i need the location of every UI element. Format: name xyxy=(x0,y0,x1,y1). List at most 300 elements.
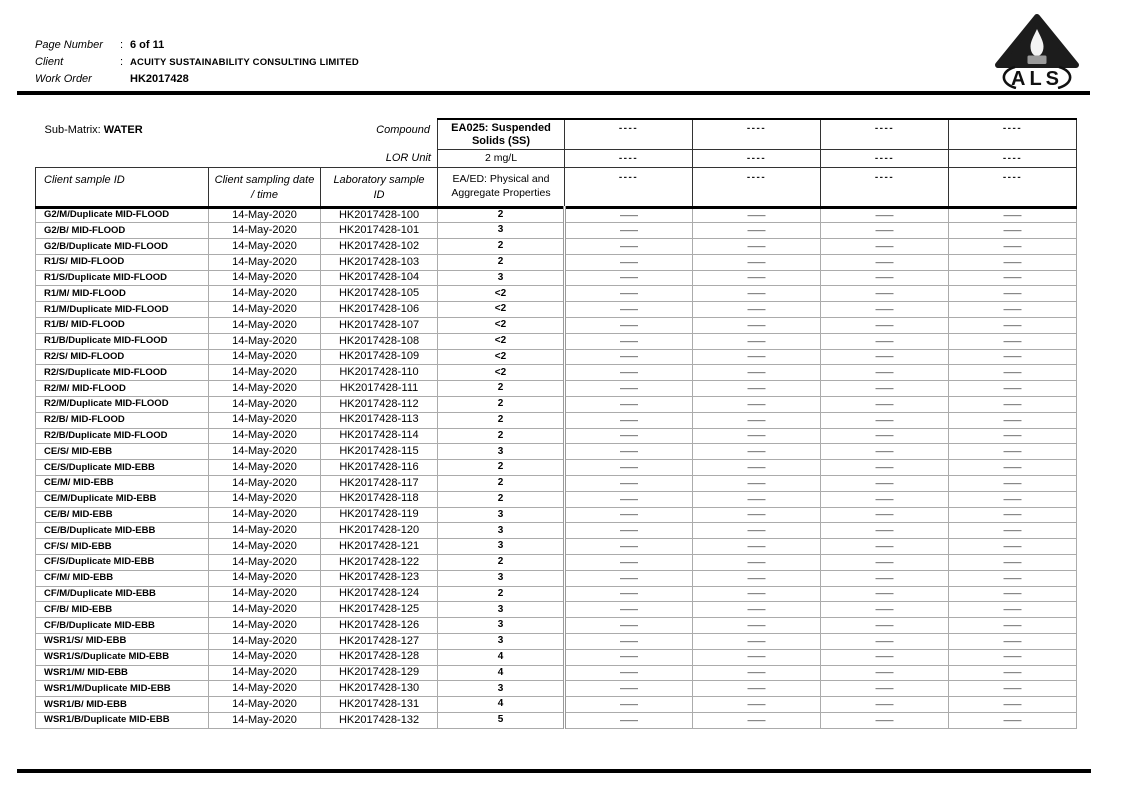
table-row xyxy=(36,318,1077,334)
placeholder-cell: —— xyxy=(821,491,949,507)
sampling-date-cell: 14-May-2020 xyxy=(209,570,321,586)
placeholder-cell: —— xyxy=(693,665,821,681)
placeholder-cell: —— xyxy=(565,207,693,223)
sampling-date-cell: 14-May-2020 xyxy=(209,618,321,634)
client-label: Client xyxy=(35,56,64,68)
placeholder-cell: —— xyxy=(693,239,821,255)
table-row xyxy=(36,697,1077,713)
placeholder-cell: —— xyxy=(949,555,1077,571)
sampling-date-cell: 14-May-2020 xyxy=(209,302,321,318)
result-value-cell: 3 xyxy=(438,523,565,539)
meta-row-page-number xyxy=(35,39,359,56)
placeholder-cell: —— xyxy=(565,397,693,413)
client-sample-id-cell: CE/M/Duplicate MID-EBB xyxy=(36,491,209,507)
lab-sample-id-cell: HK2017428-114 xyxy=(321,428,438,444)
table-row xyxy=(36,428,1077,444)
result-value-cell: 3 xyxy=(438,223,565,239)
placeholder-cell: —— xyxy=(949,570,1077,586)
result-value-cell: 2 xyxy=(438,555,565,571)
meta-row-work-order xyxy=(35,73,359,90)
result-value-cell: 2 xyxy=(438,412,565,428)
result-value-cell: 2 xyxy=(438,207,565,223)
placeholder-cell: —— xyxy=(949,602,1077,618)
result-value-cell: 2 xyxy=(438,239,565,255)
placeholder-cell: —— xyxy=(949,381,1077,397)
placeholder-cell: —— xyxy=(821,634,949,650)
lab-sample-id-cell: HK2017428-106 xyxy=(321,302,438,318)
placeholder-cell: —— xyxy=(821,586,949,602)
result-value-cell: <2 xyxy=(438,302,565,318)
placeholder-cell: —— xyxy=(693,555,821,571)
client-sample-id-cell: CF/B/Duplicate MID-EBB xyxy=(36,618,209,634)
sampling-date-cell: 14-May-2020 xyxy=(209,207,321,223)
placeholder-cell: —— xyxy=(693,697,821,713)
placeholder-cell: —— xyxy=(821,697,949,713)
table-row xyxy=(36,412,1077,428)
placeholder-cell: —— xyxy=(565,713,693,729)
client-sample-id-cell: R2/B/ MID-FLOOD xyxy=(36,412,209,428)
placeholder-cell: —— xyxy=(565,412,693,428)
placeholder-cell: —— xyxy=(949,649,1077,665)
lab-sample-id-cell: HK2017428-131 xyxy=(321,697,438,713)
placeholder-cell: —— xyxy=(821,539,949,555)
placeholder-cell: —— xyxy=(821,460,949,476)
page-meta xyxy=(35,39,359,90)
result-value-cell: 2 xyxy=(438,428,565,444)
placeholder-cell: —— xyxy=(565,634,693,650)
table-row xyxy=(36,649,1077,665)
client-sample-id-cell: CE/B/Duplicate MID-EBB xyxy=(36,523,209,539)
sampling-date-cell: 14-May-2020 xyxy=(209,555,321,571)
client-sample-id-cell: CF/S/Duplicate MID-EBB xyxy=(36,555,209,571)
placeholder-cell: —— xyxy=(821,665,949,681)
sampling-date-cell: 14-May-2020 xyxy=(209,223,321,239)
placeholder-cell: —— xyxy=(949,586,1077,602)
placeholder-cell: —— xyxy=(821,602,949,618)
placeholder-cell: —— xyxy=(693,649,821,665)
client-sample-id-cell: CF/S/ MID-EBB xyxy=(36,539,209,555)
placeholder-cell: —— xyxy=(949,333,1077,349)
result-value-cell: 5 xyxy=(438,713,565,729)
sampling-date-cell: 14-May-2020 xyxy=(209,491,321,507)
table-row xyxy=(36,333,1077,349)
table-row xyxy=(36,507,1077,523)
placeholder-cell: —— xyxy=(949,239,1077,255)
placeholder-cell: —— xyxy=(565,618,693,634)
placeholder-column-header: ---- xyxy=(821,119,949,149)
table-row xyxy=(36,239,1077,255)
lab-sample-id-cell: HK2017428-123 xyxy=(321,570,438,586)
table-row xyxy=(36,444,1077,460)
sampling-date-cell: 14-May-2020 xyxy=(209,634,321,650)
placeholder-cell: —— xyxy=(949,618,1077,634)
sampling-date-cell: 14-May-2020 xyxy=(209,412,321,428)
sampling-date-cell: 14-May-2020 xyxy=(209,365,321,381)
lab-sample-id-cell: HK2017428-121 xyxy=(321,539,438,555)
placeholder-cell: —— xyxy=(565,444,693,460)
placeholder-cell: —— xyxy=(565,539,693,555)
placeholder-cell: —— xyxy=(693,381,821,397)
table-row xyxy=(36,634,1077,650)
sampling-date-cell: 14-May-2020 xyxy=(209,254,321,270)
placeholder-cell: —— xyxy=(949,444,1077,460)
lab-sample-id-cell: HK2017428-108 xyxy=(321,333,438,349)
placeholder-cell: —— xyxy=(821,270,949,286)
client-sample-id-cell: WSR1/B/ MID-EBB xyxy=(36,697,209,713)
sampling-date-cell: 14-May-2020 xyxy=(209,428,321,444)
client-sample-id-cell: R2/S/Duplicate MID-FLOOD xyxy=(36,365,209,381)
placeholder-cell: —— xyxy=(821,223,949,239)
table-row xyxy=(36,570,1077,586)
placeholder-cell: —— xyxy=(565,239,693,255)
result-value-cell: 3 xyxy=(438,444,565,460)
result-value-cell: 2 xyxy=(438,254,565,270)
result-value-cell: 2 xyxy=(438,397,565,413)
sampling-date-cell: 14-May-2020 xyxy=(209,697,321,713)
placeholder-cell: —— xyxy=(565,333,693,349)
client-sample-id-cell: R2/M/Duplicate MID-FLOOD xyxy=(36,397,209,413)
placeholder-cell: —— xyxy=(949,428,1077,444)
placeholder-cell: —— xyxy=(821,318,949,334)
placeholder-column-header: ---- xyxy=(949,167,1077,207)
placeholder-cell: —— xyxy=(693,365,821,381)
placeholder-cell: —— xyxy=(821,254,949,270)
compound-row-label: Compound xyxy=(376,124,430,136)
lab-sample-id-cell: HK2017428-126 xyxy=(321,618,438,634)
lab-sample-id-cell: HK2017428-102 xyxy=(321,239,438,255)
page-number-label: Page Number xyxy=(35,39,103,51)
table-row xyxy=(36,349,1077,365)
placeholder-cell: —— xyxy=(693,586,821,602)
sampling-date-cell: 14-May-2020 xyxy=(209,649,321,665)
lab-sample-id-cell: HK2017428-127 xyxy=(321,634,438,650)
placeholder-cell: —— xyxy=(565,318,693,334)
sampling-date-cell: 14-May-2020 xyxy=(209,349,321,365)
table-row xyxy=(36,665,1077,681)
placeholder-cell: —— xyxy=(693,539,821,555)
placeholder-cell: —— xyxy=(949,254,1077,270)
placeholder-cell: —— xyxy=(565,523,693,539)
result-value-cell: 3 xyxy=(438,539,565,555)
table-row xyxy=(36,523,1077,539)
work-order-label: Work Order xyxy=(35,73,92,85)
placeholder-cell: —— xyxy=(693,491,821,507)
placeholder-cell: —— xyxy=(949,223,1077,239)
client-sample-id-cell: G2/B/Duplicate MID-FLOOD xyxy=(36,239,209,255)
placeholder-cell: —— xyxy=(949,523,1077,539)
table-row xyxy=(36,681,1077,697)
placeholder-cell: —— xyxy=(949,270,1077,286)
lab-sample-id-cell: HK2017428-103 xyxy=(321,254,438,270)
lab-sample-id-cell: HK2017428-117 xyxy=(321,476,438,492)
result-value-cell: 2 xyxy=(438,460,565,476)
table-row xyxy=(36,460,1077,476)
placeholder-cell: —— xyxy=(565,476,693,492)
placeholder-cell: —— xyxy=(693,507,821,523)
lab-sample-id-cell: HK2017428-107 xyxy=(321,318,438,334)
placeholder-cell: —— xyxy=(565,681,693,697)
placeholder-cell: —— xyxy=(565,286,693,302)
placeholder-cell: —— xyxy=(949,412,1077,428)
sampling-date-cell: 14-May-2020 xyxy=(209,476,321,492)
method-group-header: EA/ED: Physical and Aggregate Properties xyxy=(438,167,565,207)
client-sample-id-cell: WSR1/S/ MID-EBB xyxy=(36,634,209,650)
client-sample-id-cell: R1/M/ MID-FLOOD xyxy=(36,286,209,302)
placeholder-cell: —— xyxy=(565,349,693,365)
placeholder-cell: —— xyxy=(949,365,1077,381)
table-row xyxy=(36,381,1077,397)
client-sample-id-cell: G2/B/ MID-FLOOD xyxy=(36,223,209,239)
placeholder-column-header: ---- xyxy=(821,149,949,167)
placeholder-cell: —— xyxy=(949,286,1077,302)
sampling-date-cell: 14-May-2020 xyxy=(209,460,321,476)
placeholder-column-header: ---- xyxy=(693,167,821,207)
placeholder-cell: —— xyxy=(949,507,1077,523)
placeholder-cell: —— xyxy=(693,333,821,349)
placeholder-cell: —— xyxy=(821,397,949,413)
placeholder-cell: —— xyxy=(565,381,693,397)
placeholder-cell: —— xyxy=(821,523,949,539)
placeholder-cell: —— xyxy=(565,302,693,318)
placeholder-cell: —— xyxy=(693,681,821,697)
placeholder-cell: —— xyxy=(565,586,693,602)
placeholder-cell: —— xyxy=(693,713,821,729)
client-sample-id-cell: R1/S/ MID-FLOOD xyxy=(36,254,209,270)
placeholder-cell: —— xyxy=(949,634,1077,650)
sampling-date-cell: 14-May-2020 xyxy=(209,539,321,555)
client-sample-id-cell: CE/M/ MID-EBB xyxy=(36,476,209,492)
table-row xyxy=(36,539,1077,555)
lab-sample-id-cell: HK2017428-130 xyxy=(321,681,438,697)
placeholder-cell: —— xyxy=(693,207,821,223)
table-row xyxy=(36,476,1077,492)
placeholder-cell: —— xyxy=(949,397,1077,413)
client-sample-id-cell: CF/B/ MID-EBB xyxy=(36,602,209,618)
placeholder-cell: —— xyxy=(821,365,949,381)
placeholder-cell: —— xyxy=(693,602,821,618)
placeholder-cell: —— xyxy=(565,665,693,681)
client-sample-id-cell: R2/S/ MID-FLOOD xyxy=(36,349,209,365)
placeholder-cell: —— xyxy=(821,570,949,586)
placeholder-cell: —— xyxy=(821,649,949,665)
result-value-cell: 4 xyxy=(438,665,565,681)
placeholder-cell: —— xyxy=(693,286,821,302)
sampling-date-cell: 14-May-2020 xyxy=(209,681,321,697)
placeholder-cell: —— xyxy=(821,618,949,634)
result-value-cell: 2 xyxy=(438,586,565,602)
result-value-cell: <2 xyxy=(438,318,565,334)
placeholder-cell: —— xyxy=(693,460,821,476)
result-value-cell: 3 xyxy=(438,270,565,286)
table-row xyxy=(36,713,1077,729)
results-table xyxy=(35,118,1077,729)
lab-sample-id-cell: HK2017428-113 xyxy=(321,412,438,428)
sampling-date-cell: 14-May-2020 xyxy=(209,602,321,618)
table-row xyxy=(36,555,1077,571)
header-rule xyxy=(17,91,1090,95)
placeholder-cell: —— xyxy=(693,397,821,413)
col-header-lab-sample-id: Laboratory sample ID xyxy=(321,167,438,207)
placeholder-column-header: ---- xyxy=(565,119,693,149)
sampling-date-cell: 14-May-2020 xyxy=(209,318,321,334)
placeholder-cell: —— xyxy=(565,507,693,523)
sampling-date-cell: 14-May-2020 xyxy=(209,523,321,539)
sampling-date-cell: 14-May-2020 xyxy=(209,381,321,397)
sampling-date-cell: 14-May-2020 xyxy=(209,444,321,460)
placeholder-cell: —— xyxy=(693,634,821,650)
placeholder-cell: —— xyxy=(565,491,693,507)
placeholder-cell: —— xyxy=(949,318,1077,334)
sampling-date-cell: 14-May-2020 xyxy=(209,239,321,255)
placeholder-cell: —— xyxy=(565,555,693,571)
client-sample-id-cell: WSR1/M/Duplicate MID-EBB xyxy=(36,681,209,697)
result-value-cell: 4 xyxy=(438,697,565,713)
placeholder-cell: —— xyxy=(693,270,821,286)
placeholder-cell: —— xyxy=(693,618,821,634)
placeholder-cell: —— xyxy=(821,444,949,460)
table-row xyxy=(36,223,1077,239)
placeholder-cell: —— xyxy=(693,523,821,539)
lab-sample-id-cell: HK2017428-119 xyxy=(321,507,438,523)
client-sample-id-cell: CE/B/ MID-EBB xyxy=(36,507,209,523)
lab-sample-id-cell: HK2017428-118 xyxy=(321,491,438,507)
table-row xyxy=(36,365,1077,381)
client-sample-id-cell: R1/B/Duplicate MID-FLOOD xyxy=(36,333,209,349)
result-value-cell: <2 xyxy=(438,365,565,381)
client-sample-id-cell: WSR1/S/Duplicate MID-EBB xyxy=(36,649,209,665)
placeholder-cell: —— xyxy=(821,381,949,397)
col-header-sampling-date: Client sampling date / time xyxy=(209,167,321,207)
placeholder-cell: —— xyxy=(949,665,1077,681)
placeholder-cell: —— xyxy=(821,713,949,729)
placeholder-cell: —— xyxy=(949,681,1077,697)
work-order-value: HK2017428 xyxy=(130,73,189,85)
result-value-cell: <2 xyxy=(438,349,565,365)
placeholder-column-header: ---- xyxy=(949,149,1077,167)
client-sample-id-cell: R1/M/Duplicate MID-FLOOD xyxy=(36,302,209,318)
placeholder-cell: —— xyxy=(693,318,821,334)
placeholder-cell: —— xyxy=(565,254,693,270)
result-value-cell: 3 xyxy=(438,634,565,650)
placeholder-cell: —— xyxy=(821,681,949,697)
sampling-date-cell: 14-May-2020 xyxy=(209,397,321,413)
lab-sample-id-cell: HK2017428-110 xyxy=(321,365,438,381)
placeholder-cell: —— xyxy=(565,223,693,239)
placeholder-cell: —— xyxy=(821,476,949,492)
lab-sample-id-cell: HK2017428-100 xyxy=(321,207,438,223)
placeholder-cell: —— xyxy=(693,223,821,239)
analyte-header-ea025: EA025: Suspended Solids (SS) xyxy=(438,119,565,149)
footer-rule xyxy=(17,769,1091,773)
placeholder-cell: —— xyxy=(949,491,1077,507)
sub-matrix: Sub-Matrix: WATER xyxy=(44,124,143,136)
client-sample-id-cell: CF/M/ MID-EBB xyxy=(36,570,209,586)
placeholder-cell: —— xyxy=(949,302,1077,318)
result-value-cell: 3 xyxy=(438,507,565,523)
client-sample-id-cell: G2/M/Duplicate MID-FLOOD xyxy=(36,207,209,223)
result-value-cell: <2 xyxy=(438,286,565,302)
sampling-date-cell: 14-May-2020 xyxy=(209,665,321,681)
table-row xyxy=(36,254,1077,270)
client-sample-id-cell: R2/B/Duplicate MID-FLOOD xyxy=(36,428,209,444)
placeholder-cell: —— xyxy=(565,270,693,286)
table-row xyxy=(36,270,1077,286)
table-row xyxy=(36,207,1077,223)
lab-sample-id-cell: HK2017428-120 xyxy=(321,523,438,539)
placeholder-cell: —— xyxy=(821,555,949,571)
client-sample-id-cell: CE/S/Duplicate MID-EBB xyxy=(36,460,209,476)
result-value-cell: 2 xyxy=(438,381,565,397)
placeholder-cell: —— xyxy=(693,412,821,428)
client-sample-id-cell: CF/M/Duplicate MID-EBB xyxy=(36,586,209,602)
placeholder-cell: —— xyxy=(693,476,821,492)
col-header-client-sample-id: Client sample ID xyxy=(36,167,209,207)
placeholder-cell: —— xyxy=(821,412,949,428)
sampling-date-cell: 14-May-2020 xyxy=(209,286,321,302)
sampling-date-cell: 14-May-2020 xyxy=(209,270,321,286)
als-logo-text: ALS xyxy=(1011,68,1063,89)
table-row xyxy=(36,602,1077,618)
result-value-cell: 2 xyxy=(438,491,565,507)
result-value-cell: 4 xyxy=(438,649,565,665)
result-value-cell: 3 xyxy=(438,602,565,618)
lab-sample-id-cell: HK2017428-101 xyxy=(321,223,438,239)
sampling-date-cell: 14-May-2020 xyxy=(209,713,321,729)
table-row xyxy=(36,586,1077,602)
page-number-value: 6 of 11 xyxy=(130,39,165,51)
placeholder-cell: —— xyxy=(821,207,949,223)
lab-sample-id-cell: HK2017428-128 xyxy=(321,649,438,665)
placeholder-cell: —— xyxy=(565,697,693,713)
placeholder-column-header: ---- xyxy=(565,167,693,207)
lab-sample-id-cell: HK2017428-129 xyxy=(321,665,438,681)
table-row xyxy=(36,302,1077,318)
table-row xyxy=(36,491,1077,507)
sampling-date-cell: 14-May-2020 xyxy=(209,586,321,602)
placeholder-cell: —— xyxy=(949,460,1077,476)
placeholder-cell: —— xyxy=(821,349,949,365)
placeholder-cell: —— xyxy=(949,349,1077,365)
placeholder-column-header: ---- xyxy=(693,149,821,167)
analyte-lor-unit: 2 mg/L xyxy=(438,149,565,167)
placeholder-cell: —— xyxy=(693,444,821,460)
placeholder-cell: —— xyxy=(821,333,949,349)
placeholder-cell: —— xyxy=(565,649,693,665)
lab-sample-id-cell: HK2017428-109 xyxy=(321,349,438,365)
lab-sample-id-cell: HK2017428-122 xyxy=(321,555,438,571)
placeholder-cell: —— xyxy=(949,207,1077,223)
result-value-cell: 2 xyxy=(438,476,565,492)
result-value-cell: <2 xyxy=(438,333,565,349)
lab-sample-id-cell: HK2017428-111 xyxy=(321,381,438,397)
client-sample-id-cell: R1/S/Duplicate MID-FLOOD xyxy=(36,270,209,286)
placeholder-cell: —— xyxy=(821,239,949,255)
placeholder-cell: —— xyxy=(949,539,1077,555)
placeholder-cell: —— xyxy=(693,428,821,444)
placeholder-cell: —— xyxy=(693,349,821,365)
placeholder-cell: —— xyxy=(565,365,693,381)
lab-sample-id-cell: HK2017428-104 xyxy=(321,270,438,286)
client-sample-id-cell: WSR1/B/Duplicate MID-EBB xyxy=(36,713,209,729)
placeholder-cell: —— xyxy=(949,476,1077,492)
results-body xyxy=(36,207,1077,728)
lab-sample-id-cell: HK2017428-125 xyxy=(321,602,438,618)
lab-sample-id-cell: HK2017428-116 xyxy=(321,460,438,476)
placeholder-cell: —— xyxy=(821,507,949,523)
lab-sample-id-cell: HK2017428-115 xyxy=(321,444,438,460)
lab-sample-id-cell: HK2017428-112 xyxy=(321,397,438,413)
client-sample-id-cell: R2/M/ MID-FLOOD xyxy=(36,381,209,397)
